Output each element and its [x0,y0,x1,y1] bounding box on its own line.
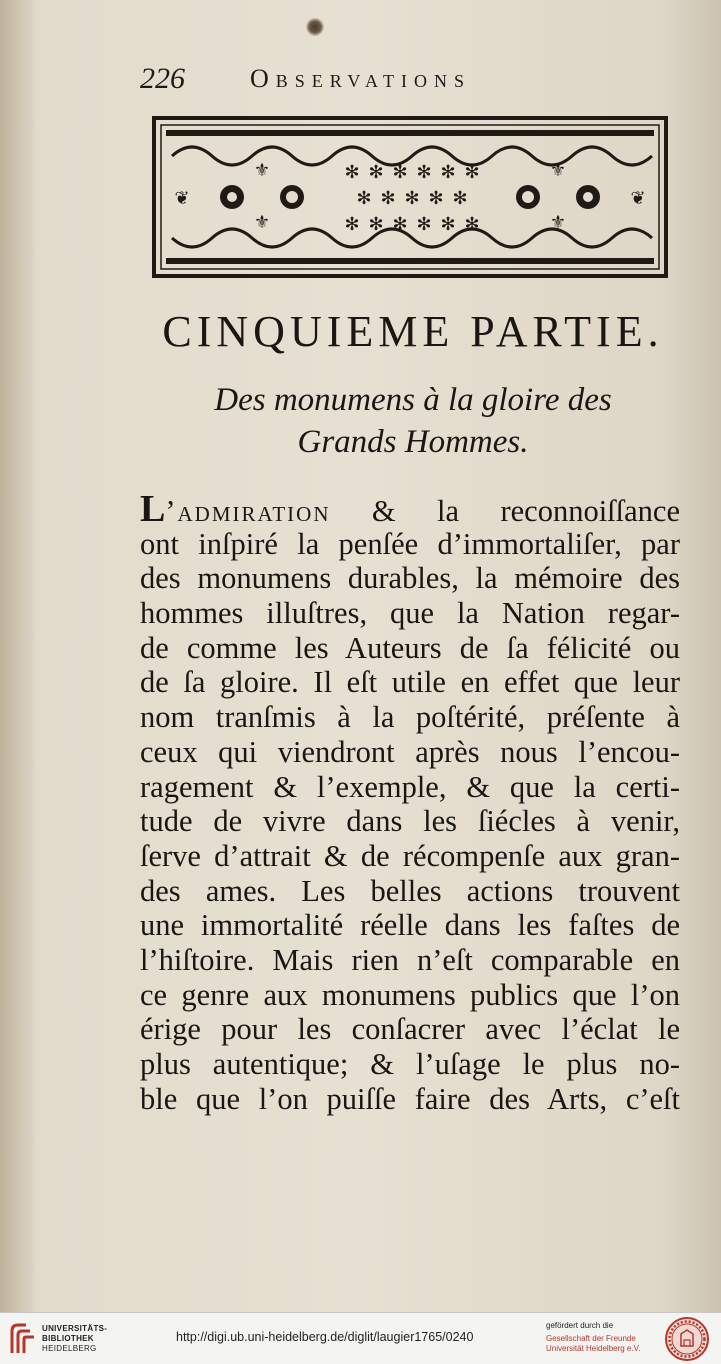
body-line: des monumens durables, la mémoire des [140,561,680,596]
body-line: une immortalité réelle dans les faſtes de [140,908,680,943]
svg-text:✻: ✻ [452,188,468,209]
body-line: ragement & l’exemple, & que la certi- [140,769,680,804]
body-text [140,488,680,1116]
drop-cap: L [140,488,166,530]
library-name-line-2: BIBLIOTHEK [42,1334,94,1343]
sponsor-name-line-2: Universität Heidelberg e.V. [546,1344,641,1353]
svg-text:✻: ✻ [344,214,360,235]
first-line-rest: & la reconnoiſſance [371,494,680,528]
svg-text:✻: ✻ [440,162,456,183]
library-name-line-1: UNIVERSITÄTS- [42,1324,108,1333]
svg-text:⚜: ⚜ [253,212,271,233]
running-head [140,62,580,102]
subtitle-line-2: Grands Hommes. [297,424,529,460]
permalink-url[interactable]: http://digi.ub.uni-heidelberg.de/diglit/laugier1765/0240 [176,1330,474,1344]
svg-text:✻: ✻ [464,214,480,235]
body-line: de comme les Auteurs de ſa félicité ou [140,630,680,665]
society-seal-icon[interactable] [664,1316,710,1362]
body-line: ce genre aux monumens publics que l’on [140,977,680,1012]
svg-text:✻: ✻ [440,214,456,235]
svg-text:❦: ❦ [174,188,190,209]
svg-text:⚜: ⚜ [549,212,567,233]
body-line: ſerve d’attrait & de récompenſe aux gran- [140,838,680,873]
body-line: plus autentique; & l’uſage le plus no- [140,1047,680,1081]
svg-text:✻: ✻ [416,162,432,183]
svg-text:✻: ✻ [416,214,432,235]
first-word-smallcaps: ’admiration [165,494,331,528]
body-line: des ames. Les belles actions trouvent [140,873,680,908]
svg-text:✻: ✻ [344,162,360,183]
body-line: nom tranſmis à la poſtérité, préſente à [140,700,680,735]
sponsor-name-line-1: Gesellschaft der Freunde [546,1334,636,1343]
page-gutter-shadow [0,0,36,1312]
svg-text:✻: ✻ [428,188,444,209]
body-line: hommes illuſtres, que la Nation regar- [140,596,680,631]
body-line: l’hiſtoire. Mais rien n’eſt comparable en [140,942,680,977]
running-title: Observations [250,64,472,93]
body-line: érige pour les conſacrer avec l’éclat le [140,1012,680,1047]
body-line: de ſa gloire. Il eſt utile en effet que leur [140,665,680,700]
svg-text:✻: ✻ [404,188,420,209]
svg-text:✻: ✻ [368,214,384,235]
part-heading: CINQUIEME PARTIE. [162,307,664,356]
svg-text:✻: ✻ [380,188,396,209]
sponsor-credit[interactable] [546,1321,662,1354]
library-name[interactable] [42,1324,107,1354]
svg-text:⚜: ⚜ [549,160,567,181]
svg-text:❦: ❦ [630,188,646,209]
sponsor-by-label: gefördert durch die [546,1321,614,1330]
svg-text:⚜: ⚜ [253,160,271,181]
library-name-line-3: HEIDELBERG [42,1344,97,1353]
page-number: 226 [140,62,185,95]
svg-text:✻: ✻ [464,162,480,183]
svg-text:✻: ✻ [392,162,408,183]
ub-heidelberg-logo-icon[interactable] [8,1323,38,1355]
body-line: tude de vivre dans les ſiécles à venir, [140,804,680,839]
svg-text:✻: ✻ [368,162,384,183]
ink-blot [306,18,324,36]
viewer-footer [0,1312,721,1364]
body-line: ble que l’on puiſſe faire des Arts, c’eſt [140,1081,680,1116]
body-line [140,488,680,530]
body-line: ceux qui viendront après nous l’encou- [140,734,680,769]
printer-ornament-headpiece [152,116,668,278]
svg-text:✻: ✻ [356,188,372,209]
body-line: ont inſpiré la penſée d’immortaliſer, par [140,526,680,561]
subtitle-line-1: Des monumens à la gloire des [214,382,612,418]
svg-text:✻: ✻ [392,214,408,235]
